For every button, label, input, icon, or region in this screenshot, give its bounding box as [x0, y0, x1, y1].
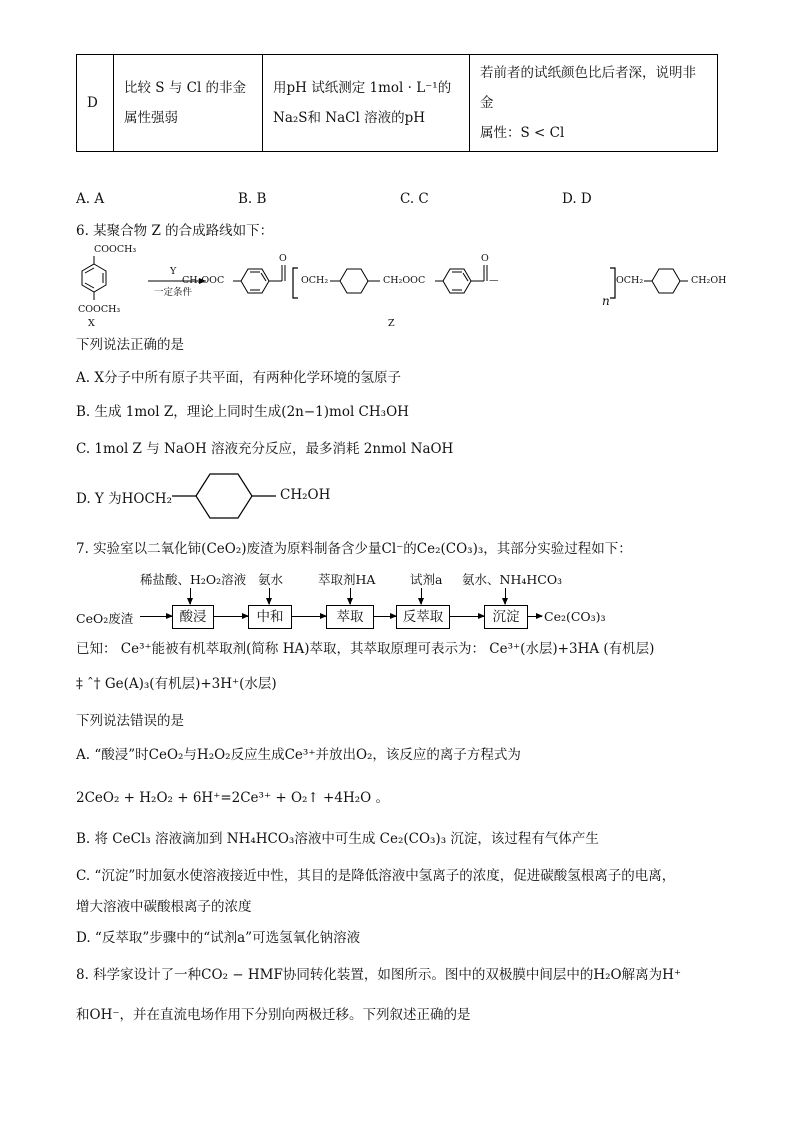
q6-option-c: C. 1mol Z 与 NaOH 溶液充分反应，最多消耗 2nmol NaOH: [76, 441, 454, 457]
operation-line-2: Na₂S和 NaCl 溶液的pH: [273, 110, 426, 126]
option-letter: D: [77, 55, 114, 152]
cyclohexane-y: [172, 470, 282, 522]
z-repeat-n: n: [602, 294, 610, 308]
cyclohexane-z1: [330, 269, 380, 293]
z-ch2ooc: CH₂OOC: [383, 275, 426, 286]
purpose-line-2: 属性强弱: [124, 110, 178, 126]
flow-arrow: [374, 616, 396, 617]
purpose-line-1: 比较 S 与 Cl 的非金: [124, 80, 247, 96]
q7-ask: 下列说法错误的是: [76, 713, 184, 729]
q7-stem: 7. 实验室以二氧化铈(CeO₂)废渣为原料制备含少量Cl⁻的Ce₂(CO₃)₃，其部分实验过程如下：: [76, 541, 632, 557]
flow-step-extract: 萃取: [326, 605, 374, 629]
reagent-label: 氨水: [258, 572, 284, 587]
down-arrow: [421, 588, 422, 604]
q7-option-a-line-1: A. “酸浸”时CeO₂与H₂O₂反应生成Ce³⁺并放出O₂，该反应的离子方程式为: [76, 747, 521, 763]
q7-option-b: B. 将 CeCl₃ 溶液滴加到 NH₄HCO₃溶液中可生成 Ce₂(CO₃)₃ 沉淀，该过程有气体产生: [76, 831, 599, 847]
q8-line-1: 8. 科学家设计了一种CO₂ − HMF协同转化装置，如图所示。图中的双极膜中间层中的H₂O解离为H⁺: [76, 967, 681, 983]
purpose-cell: [114, 55, 263, 152]
x-label: X: [88, 318, 95, 329]
choice-b: B. B: [238, 191, 267, 207]
down-arrow: [350, 588, 351, 604]
flow-arrow: [450, 616, 484, 617]
reagent-label: 试剂a: [410, 572, 443, 587]
flow-start: CeO₂废渣: [76, 611, 134, 626]
q7-option-a-line-2: 2CeO₂ + H₂O₂ + 6H⁺=2Ce³⁺ + O₂↑ +4H₂O 。: [76, 790, 390, 806]
reaction-condition: 一定条件: [154, 287, 193, 298]
flow-step-precipitate: 沉淀: [484, 605, 528, 629]
z-label: Z: [388, 318, 395, 329]
reagent-label: 稀盐酸、H₂O₂溶液: [140, 572, 247, 587]
conclusion-cell: [470, 55, 718, 152]
q6-option-a: A. X分子中所有原子共平面，有两种化学环境的氢原子: [76, 370, 401, 386]
q6-d-suffix: CH₂OH: [280, 487, 331, 503]
down-arrow: [505, 588, 506, 604]
down-arrow: [190, 588, 191, 604]
q7-option-c-line-1: C. “沉淀”时加氨水使溶液接近中性，其目的是降低溶液中氢离子的浓度，促进碳酸氢根离子的电离，: [76, 868, 676, 884]
options-table: [76, 54, 718, 152]
flow-arrow: [528, 616, 542, 617]
z-ch2oh: CH₂OH: [691, 275, 727, 286]
cyclohexane-z2: [644, 269, 688, 293]
down-arrow: [269, 588, 270, 604]
flow-step-acid-leach: 酸浸: [172, 605, 214, 629]
q6-stem: 6. 某聚合物 Z 的合成路线如下：: [76, 223, 274, 239]
q6-d-prefix: D. Y 为HOCH₂: [76, 491, 172, 507]
z-och2-1: OCH₂: [301, 275, 329, 286]
flow-arrow: [214, 616, 248, 617]
conclusion-line-1: 若前者的试纸颜色比后者深，说明非金: [480, 65, 696, 111]
q8-line-2: 和OH⁻，并在直流电场作用下分别向两极迁移。下列叙述正确的是: [76, 1007, 471, 1023]
conclusion-line-2: 属性：S < Cl: [480, 125, 565, 141]
x-top-group: COOCH₃: [94, 244, 137, 255]
choice-c: C. C: [400, 191, 429, 207]
q6-ask: 下列说法正确的是: [76, 337, 184, 353]
q6-scheme: [70, 242, 730, 334]
reagent-label: 氨水、NH₄HCO₃: [462, 572, 563, 587]
q7-known-2: ‡ ˆ† Ge(A)₃(有机层)+3H⁺(水层): [76, 676, 277, 692]
flow-product: Ce₂(CO₃)₃: [544, 609, 606, 624]
choice-d: D. D: [562, 191, 592, 207]
q7-option-d: D. “反萃取”步骤中的“试剂a”可选氢氧化钠溶液: [76, 930, 361, 946]
q7-known-1: 已知： Ce³⁺能被有机萃取剂(简称 HA)萃取，其萃取原理可表示为： Ce³⁺(水层)+3HA (有机层): [76, 641, 655, 657]
reagent-y: Y: [170, 266, 177, 277]
benzene-ring-z1: [233, 265, 285, 293]
q6-option-b: B. 生成 1mol Z，理论上同时生成(2n−1)mol CH₃OH: [76, 404, 409, 420]
q6-option-d: [76, 470, 376, 522]
z-ch2-linker: —: [489, 275, 499, 286]
z-och2-2: OCH₂: [616, 275, 644, 286]
operation-cell: [263, 55, 470, 152]
z-left-group: CH₃OOC: [182, 275, 225, 286]
x-bottom-group: COOCH₃: [78, 304, 121, 315]
flow-arrow: [292, 616, 326, 617]
reagent-label: 萃取剂HA: [318, 572, 376, 587]
flow-step-back-extract: 反萃取: [396, 605, 450, 629]
operation-line-1: 用pH 试纸测定 1mol · L⁻¹的: [273, 80, 452, 96]
choice-a: A. A: [76, 191, 105, 207]
flow-arrow: [140, 616, 172, 617]
flow-step-neutralize: 中和: [248, 605, 292, 629]
benzene-ring-x: [82, 256, 106, 300]
z-carbonyl-o2: O: [481, 253, 489, 264]
benzene-ring-z2: [435, 265, 487, 293]
z-carbonyl-o1: O: [279, 253, 287, 264]
table-row: [77, 55, 718, 152]
q7-option-c-line-2: 增大溶液中碳酸根离子的浓度: [76, 899, 252, 915]
